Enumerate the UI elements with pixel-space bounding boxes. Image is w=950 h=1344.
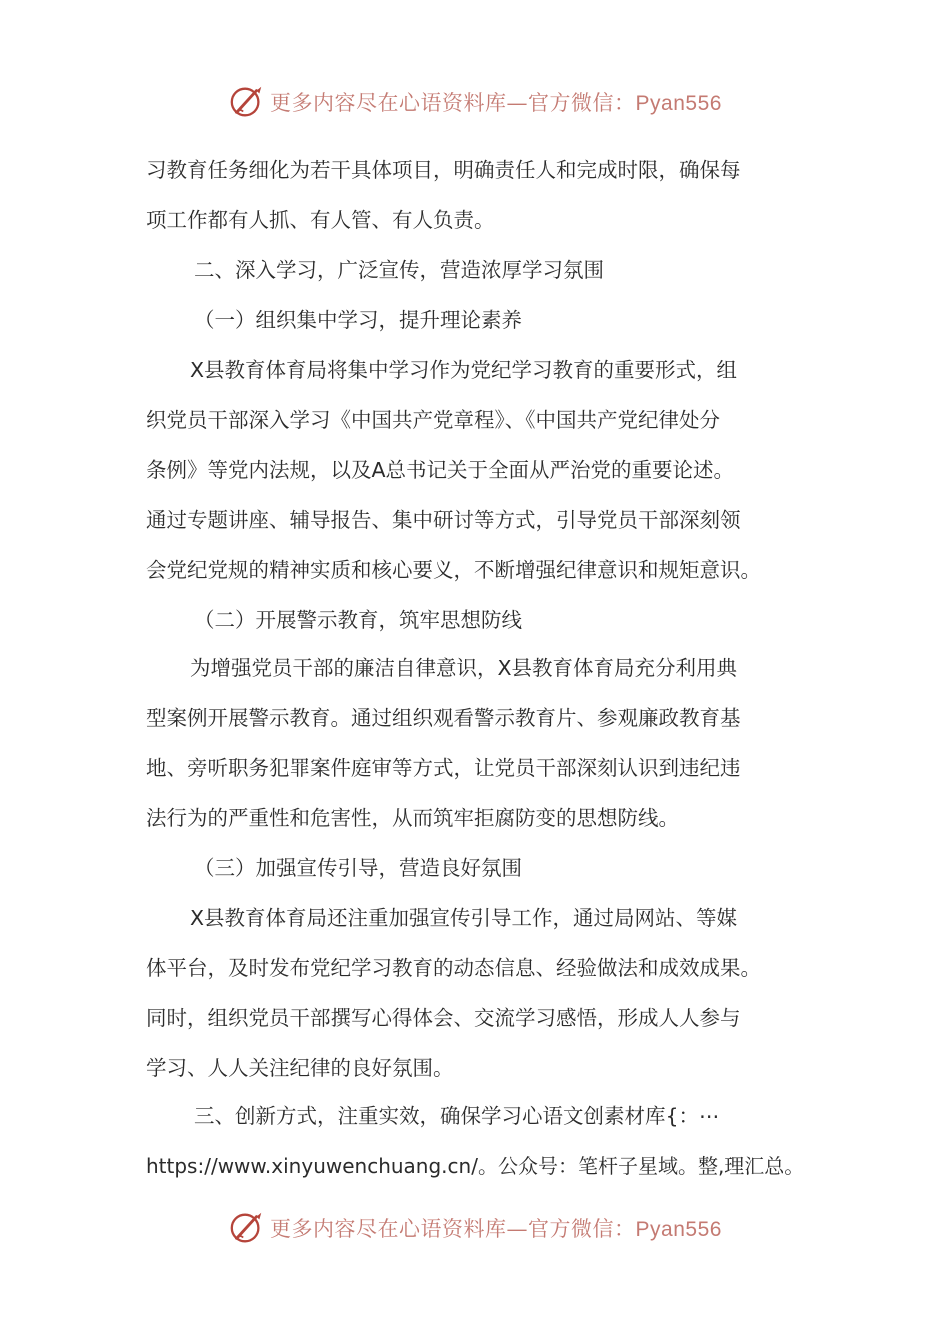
document-body [146,146,818,1186]
footer-banner [0,1206,950,1250]
paragraph-line: X县教育体育局将集中学习作为党纪学习教育的重要形式，组 [190,358,738,382]
paragraph-line: 型案例开展警示教育。通过组织观看警示教育片、参观廉政教育基 [146,706,741,730]
paragraph-line: 条例》等党内法规，以及A总书记关于全面从严治党的重要论述。 [146,458,735,482]
banner-text: 更多内容尽在心语资料库—官方微信：Pyan556 [270,1217,722,1241]
paragraph-line: 体平台，及时发布党纪学习教育的动态信息、经验做法和成效成果。 [146,956,761,980]
paragraph-line: 学习、人人关注纪律的良好氛围。 [146,1056,454,1080]
paragraph-line: 为增强党员干部的廉洁自律意识，X县教育体育局充分利用典 [190,656,738,680]
section-heading: 三、创新方式，注重实效，确保学习心语文创素材库{：⋯ [194,1104,720,1128]
banner-text: 更多内容尽在心语资料库—官方微信：Pyan556 [270,91,722,115]
subsection-heading: （一）组织集中学习，提升理论素养 [194,308,522,332]
pen-logo-icon [228,83,266,121]
paragraph-line: 法行为的严重性和危害性，从而筑牢拒腐防变的思想防线。 [146,806,679,830]
pen-logo-icon [228,1209,266,1247]
paragraph-line: X县教育体育局还注重加强宣传引导工作，通过局网站、等媒 [190,906,738,930]
banner-handle: Pyan556 [635,1218,722,1241]
paragraph-line: 同时，组织党员干部撰写心得体会、交流学习感悟，形成人人参与 [146,1006,741,1030]
header-banner [0,80,950,124]
paragraph-line: 织党员干部深入学习《中国共产党章程》、《中国共产党纪律处分 [146,408,720,432]
banner-handle: Pyan556 [635,92,722,115]
paragraph-line: 项工作都有人抓、有人管、有人负责。 [146,208,495,232]
subsection-heading: （二）开展警示教育，筑牢思想防线 [194,608,522,632]
paragraph-line: 会党纪党规的精神实质和核心要义，不断增强纪律意识和规矩意识。 [146,558,761,582]
paragraph-line: 习教育任务细化为若干具体项目，明确责任人和完成时限，确保每 [146,158,741,182]
source-link-line: https://www.xinyuwenchuang.cn/。公众号：笔杆子星域。整,理汇总。 [146,1154,805,1178]
paragraph-line: 通过专题讲座、辅导报告、集中研讨等方式，引导党员干部深刻领 [146,508,741,532]
paragraph-line: 地、旁听职务犯罪案件庭审等方式，让党员干部深刻认识到违纪违 [146,756,741,780]
subsection-heading: （三）加强宣传引导，营造良好氛围 [194,856,522,880]
section-heading: 二、深入学习，广泛宣传，营造浓厚学习氛围 [194,258,604,282]
